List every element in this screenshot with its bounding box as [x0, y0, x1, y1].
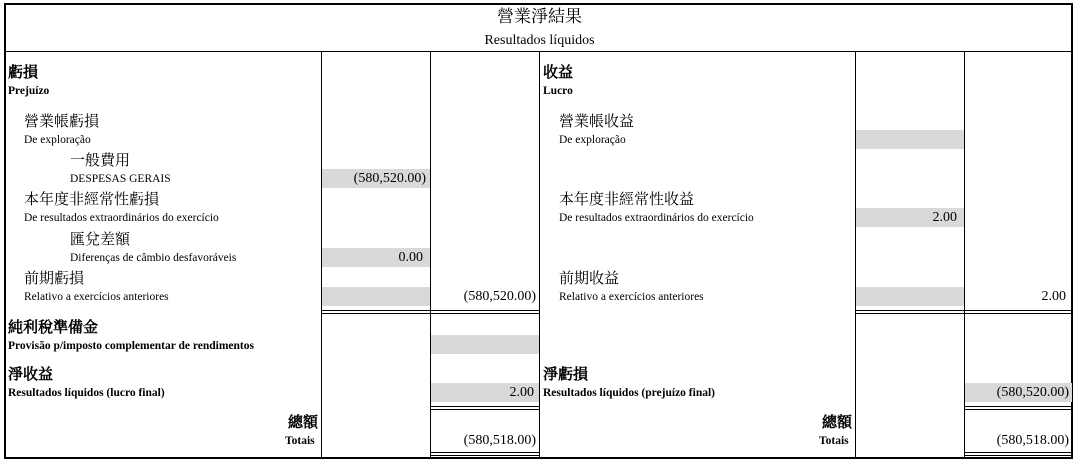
- totals-right-value: (580,518.00): [996, 433, 1069, 448]
- prior-loss-cell: [322, 287, 430, 306]
- net-double-line: [965, 406, 1072, 410]
- op-loss-pt: De exploração: [24, 134, 91, 146]
- profit-section-zh: 收益: [543, 63, 574, 81]
- tax-provision-cell: [431, 335, 539, 354]
- tax-provision-zh: 純利稅準備金: [8, 318, 99, 336]
- totals-right-zh: 總額: [822, 413, 853, 431]
- prior-loss-total: (580,520.00): [463, 289, 536, 304]
- totals-left-zh: 總額: [288, 413, 319, 431]
- general-expenses-pt: DESPESAS GERAIS: [70, 173, 171, 185]
- col-line: [539, 51, 540, 458]
- extra-loss-zh: 本年度非經常性虧損: [24, 190, 160, 208]
- prior-loss-pt: Relativo a exercícios anteriores: [24, 291, 169, 303]
- extra-profit-value: 2.00: [932, 210, 957, 225]
- prior-profit-pt: Relativo a exercícios anteriores: [559, 291, 704, 303]
- subtotal-double-line: [431, 310, 539, 314]
- totals-right-pt: Totais: [819, 435, 849, 447]
- op-profit-cell: [856, 130, 964, 149]
- net-profit-zh: 淨收益: [8, 365, 54, 383]
- subtotal-double-line: [965, 310, 1072, 314]
- report-title-pt: Resultados líquidos: [484, 33, 595, 48]
- net-loss-zh: 淨虧損: [543, 365, 589, 383]
- net-profit-value: 2.00: [509, 385, 534, 400]
- general-expenses-zh: 一般費用: [70, 151, 131, 169]
- totals-left-pt: Totais: [285, 435, 315, 447]
- loss-section-pt: Prejuízo: [8, 85, 50, 97]
- net-double-line: [431, 406, 539, 410]
- prior-profit-total: 2.00: [1041, 289, 1066, 304]
- subtotal-double-line: [322, 310, 430, 314]
- op-profit-pt: De exploração: [559, 134, 626, 146]
- totals-double-line: [431, 452, 539, 456]
- general-expenses-value: (580,520.00): [353, 171, 426, 186]
- op-loss-zh: 營業帳虧損: [24, 112, 100, 130]
- col-line: [855, 51, 856, 458]
- net-loss-value: (580,520.00): [996, 385, 1069, 400]
- extra-loss-pt: De resultados extraordinários do exercício: [24, 212, 219, 224]
- tax-provision-pt: Provisão p/imposto complementar de rendimentos: [8, 340, 254, 352]
- fx-diff-value: 0.00: [398, 250, 423, 265]
- loss-section-zh: 虧損: [8, 63, 39, 81]
- fx-diff-zh: 匯兌差額: [70, 230, 131, 248]
- extra-profit-zh: 本年度非經常性收益: [559, 190, 695, 208]
- fx-diff-pt: Diferenças de câmbio desfavoráveis: [70, 252, 237, 264]
- totals-double-line: [965, 452, 1072, 456]
- prior-profit-cell: [856, 287, 964, 306]
- profit-section-pt: Lucro: [543, 85, 573, 97]
- prior-profit-zh: 前期收益: [559, 269, 620, 287]
- net-loss-pt: Resultados líquidos (prejuízo final): [543, 387, 715, 399]
- net-profit-pt: Resultados líquidos (lucro final): [8, 387, 165, 399]
- report-title-zh: 營業淨結果: [497, 7, 582, 27]
- prior-loss-zh: 前期虧損: [24, 269, 85, 287]
- totals-left-value: (580,518.00): [463, 433, 536, 448]
- extra-profit-pt: De resultados extraordinários do exercício: [559, 212, 754, 224]
- subtotal-double-line: [856, 310, 964, 314]
- op-profit-zh: 營業帳收益: [559, 112, 635, 130]
